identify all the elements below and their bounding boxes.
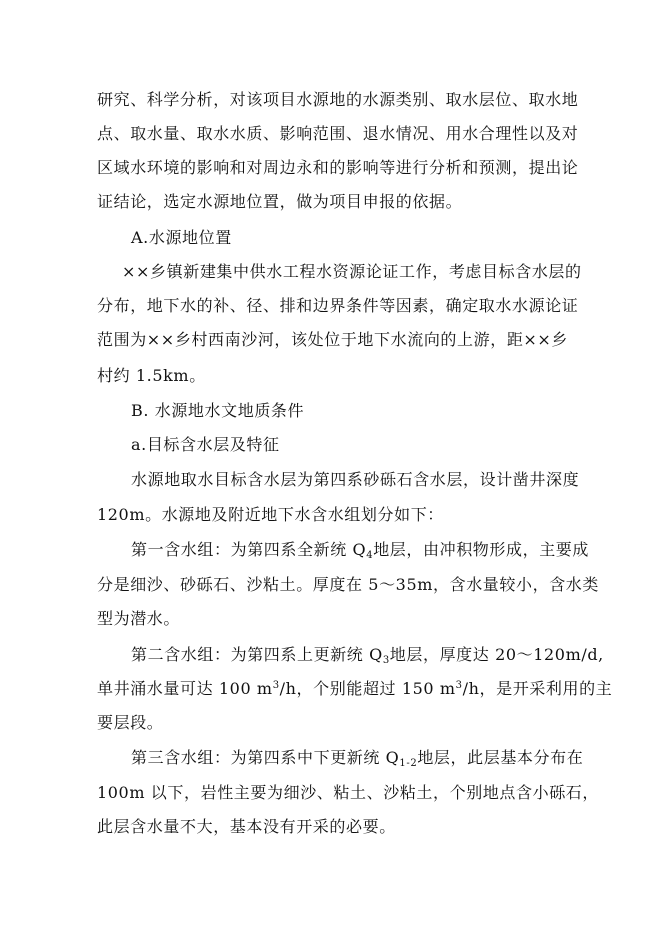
paragraph-1-line-3: 区域水环境的影响和对周边永和的影响等进行分析和预测，提出论 [97, 158, 579, 177]
group-1-text-post: 地层，由冲积物形成，主要成 [373, 540, 589, 559]
group-2-line-2-part-a: 单井涌水量可达 100 m [97, 679, 273, 698]
group-1-line-1 [131, 540, 589, 560]
group-1-line-3: 型为潜水。 [97, 609, 181, 628]
group-3-line-3: 此层含水量不大，基本没有开采的必要。 [97, 817, 396, 836]
paragraph-2-line-3: 范围为××乡村西南沙河，该处位于地下水流向的上游，距××乡 [97, 330, 569, 349]
group-1-subscript: 4 [366, 550, 374, 561]
group-3-text-post: 地层，此层基本分布在 [417, 748, 584, 767]
group-2-line-3: 要层段。 [97, 713, 164, 732]
group-2-superscript-2: 3 [455, 680, 463, 691]
group-1-line-2: 分是细沙、砂砾石、沙粘土。厚度在 5～35m，含水量较小，含水类 [97, 575, 599, 594]
group-3-subscript: 1-2 [399, 758, 418, 769]
group-2-superscript-1: 3 [272, 680, 280, 691]
paragraph-1-line-1: 研究、科学分析，对该项目水源地的水源类别、取水层位、取水地 [97, 90, 579, 109]
group-1-text-pre: 第一含水组：为第四系全新统 Q [131, 540, 367, 559]
group-3-line-2: 100m 以下，岩性主要为细沙、粘土、沙粘土，个别地点含小砾石， [97, 783, 599, 802]
paragraph-2-line-1: ××乡镇新建集中供水工程水资源论证工作，考虑目标含水层的 [122, 262, 582, 281]
group-3-text-pre: 第三含水组：为第四系中下更新统 Q [131, 748, 400, 767]
group-2-line-2 [97, 679, 612, 699]
paragraph-2-line-2: 分布，地下水的补、径、排和边界条件等因素，确定取水水源论证 [97, 296, 579, 315]
group-2-text-post: 地层，厚度达 20～120m/d, [389, 645, 604, 664]
group-2-text-pre: 第二含水组：为第四系上更新统 Q [131, 645, 383, 664]
group-2-line-2-part-b: /h，个别能超过 150 m [279, 679, 456, 698]
group-3-line-1 [131, 748, 583, 768]
heading-a: A.水源地位置 [131, 228, 232, 247]
paragraph-3-line-2: 120m。水源地及附近地下水含水组划分如下： [97, 505, 444, 524]
heading-b: B. 水源地水文地质条件 [131, 401, 305, 420]
paragraph-3-line-1: 水源地取水目标含水层为第四系砂砾石含水层，设计凿井深度 [131, 470, 580, 489]
group-2-subscript: 3 [382, 655, 390, 666]
paragraph-1-line-4: 证结论，选定水源地位置，做为项目申报的依据。 [97, 192, 463, 211]
paragraph-1-line-2: 点、取水量、取水水质、影响范围、退水情况、用水合理性以及对 [97, 124, 579, 143]
group-2-line-2-part-c: /h，是开采利用的主 [462, 679, 613, 698]
heading-b-a: a.目标含水层及特征 [131, 435, 280, 454]
group-2-line-1 [131, 645, 604, 665]
paragraph-2-line-4: 村约 1.5km。 [97, 366, 206, 385]
